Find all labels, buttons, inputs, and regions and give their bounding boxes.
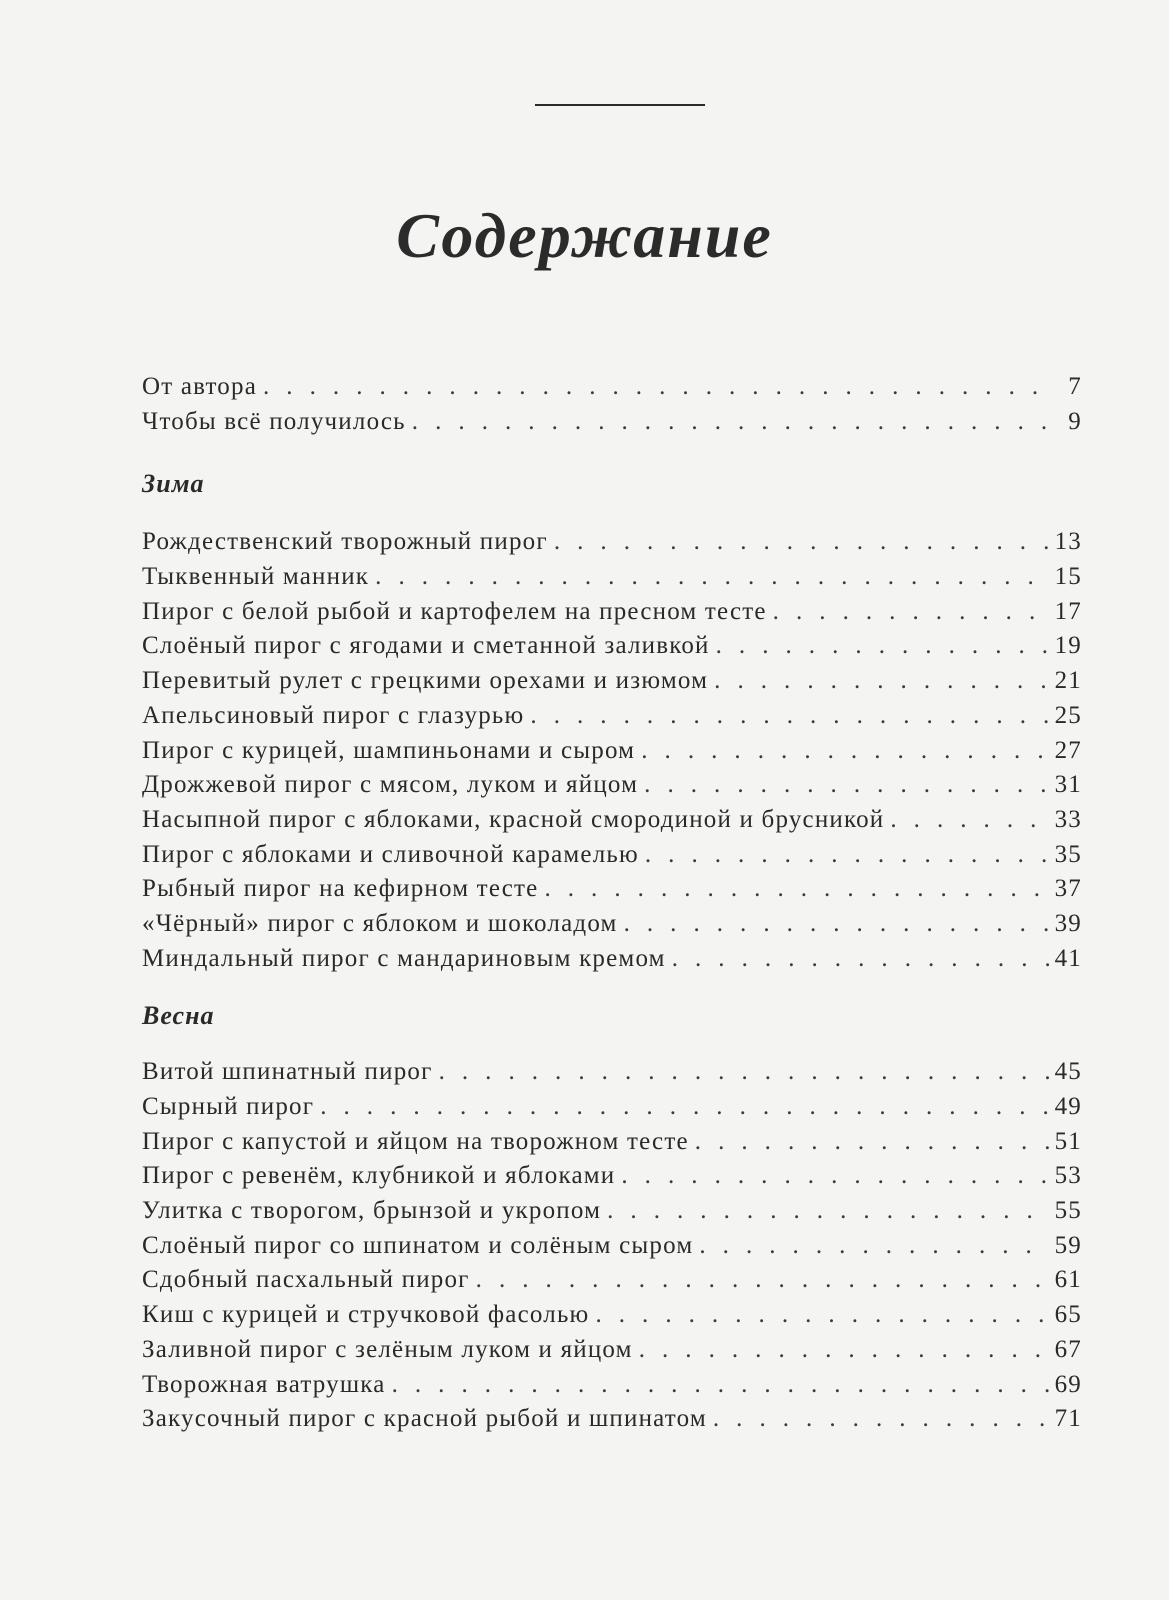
toc-entry-label: Закусочный пирог с красной рыбой и шпинатом — [142, 1405, 707, 1433]
page-title: Содержание — [396, 200, 773, 271]
toc-entry[interactable] — [142, 942, 1082, 977]
section-winter-list — [142, 525, 1082, 976]
toc-entry-page: 69 — [1054, 1370, 1082, 1398]
toc-leader-dots — [890, 803, 1048, 838]
toc-entry-page: 51 — [1054, 1127, 1082, 1155]
toc-leader-dots — [672, 942, 1049, 977]
toc-entry-page: 33 — [1054, 805, 1082, 833]
section-spring-list — [142, 1055, 1082, 1437]
toc-leader-dots — [621, 1159, 1048, 1194]
toc-entry[interactable] — [142, 1090, 1082, 1125]
toc-entry[interactable] — [142, 370, 1082, 405]
toc-entry-page: 61 — [1054, 1266, 1082, 1294]
toc-entry-label: Слоёный пирог с ягодами и сметанной заливкой — [142, 632, 710, 660]
toc-leader-dots — [375, 560, 1048, 595]
toc-entry-label: Пирог с ревенём, клубникой и яблоками — [142, 1162, 616, 1190]
toc-entry[interactable] — [142, 1194, 1082, 1229]
toc-entry[interactable] — [142, 699, 1082, 734]
toc-entry[interactable] — [142, 768, 1082, 803]
table-of-contents — [142, 370, 1082, 1437]
toc-entry[interactable] — [142, 1298, 1082, 1333]
toc-entry-page: 53 — [1054, 1162, 1082, 1190]
toc-entry-page: 45 — [1054, 1058, 1082, 1086]
toc-entry-page: 17 — [1054, 597, 1082, 625]
toc-leader-dots — [644, 768, 1048, 803]
toc-entry[interactable] — [142, 1125, 1082, 1160]
toc-leader-dots — [439, 1055, 1049, 1090]
section-heading-winter: Зима — [142, 469, 205, 499]
toc-entry-page: 31 — [1054, 771, 1082, 799]
toc-entry-label: Тыквенный манник — [142, 563, 370, 591]
toc-entry[interactable] — [142, 838, 1082, 873]
toc-entry[interactable] — [142, 803, 1082, 838]
toc-leader-dots — [699, 1229, 1048, 1264]
toc-entry-page: 59 — [1054, 1231, 1082, 1259]
top-rule — [535, 104, 705, 106]
toc-entry-label: Улитка с творогом, брынзой и укропом — [142, 1197, 602, 1225]
toc-entry[interactable] — [142, 525, 1082, 560]
toc-entry-page: 37 — [1054, 875, 1082, 903]
toc-entry-label: Насыпной пирог с яблоками, красной смородиной и брусникой — [142, 805, 885, 833]
toc-entry-label: Пирог с яблоками и сливочной карамелью — [142, 840, 639, 868]
toc-entry-label: Пирог с капустой и яйцом на творожном тесте — [142, 1127, 689, 1155]
toc-entry[interactable] — [142, 405, 1082, 440]
toc-leader-dots — [392, 1368, 1049, 1403]
toc-leader-dots — [716, 629, 1049, 664]
toc-entry-label: Рождественский творожный пирог — [142, 528, 548, 556]
toc-leader-dots — [544, 872, 1048, 907]
toc-leader-dots — [595, 1298, 1048, 1333]
toc-entry-label: «Чёрный» пирог с яблоком и шоколадом — [142, 909, 618, 937]
toc-leader-dots — [607, 1194, 1048, 1229]
toc-entry-label: Апельсиновый пирог с глазурью — [142, 701, 525, 729]
toc-entry-label: Киш с курицей и стручковой фасолью — [142, 1301, 590, 1329]
toc-entry-page: 27 — [1054, 736, 1082, 764]
toc-entry-page: 15 — [1054, 563, 1082, 591]
toc-entry-label: Дрожжевой пирог с мясом, луком и яйцом — [142, 771, 639, 799]
toc-entry-page: 13 — [1054, 528, 1082, 556]
toc-entry-page: 41 — [1054, 944, 1082, 972]
toc-leader-dots — [641, 734, 1048, 769]
toc-leader-dots — [773, 595, 1049, 630]
toc-entry-label: Рыбный пирог на кефирном тесте — [142, 875, 539, 903]
toc-entry-page: 19 — [1054, 632, 1082, 660]
toc-entry[interactable] — [142, 872, 1082, 907]
toc-entry-page: 9 — [1068, 407, 1082, 435]
toc-leader-dots — [713, 1402, 1049, 1437]
toc-entry-page: 39 — [1054, 909, 1082, 937]
toc-entry-page: 71 — [1054, 1405, 1082, 1433]
section-heading-spring: Весна — [142, 1001, 215, 1031]
toc-entry[interactable] — [142, 734, 1082, 769]
toc-entry-page: 49 — [1054, 1093, 1082, 1120]
toc-entry[interactable] — [142, 1055, 1082, 1090]
toc-leader-dots — [624, 907, 1049, 942]
toc-entry-page: 55 — [1054, 1197, 1082, 1225]
toc-entry-label: Миндальный пирог с мандариновым кремом — [142, 944, 666, 972]
toc-entry[interactable] — [142, 664, 1082, 699]
toc-entry-page: 25 — [1054, 701, 1082, 729]
toc-leader-dots — [476, 1263, 1049, 1298]
toc-entry-label: Сдобный пасхальный пирог — [142, 1266, 470, 1294]
toc-entry[interactable] — [142, 1333, 1082, 1368]
toc-leader-dots — [695, 1125, 1049, 1160]
toc-entry-label: Творожная ватрушка — [142, 1370, 386, 1398]
toc-entry-label: Сырный пирог — [142, 1093, 315, 1120]
toc-entry-page: 67 — [1054, 1335, 1082, 1363]
toc-entry[interactable] — [142, 1159, 1082, 1194]
toc-entry-label: Заливной пирог с зелёным луком и яйцом — [142, 1335, 633, 1363]
toc-entry[interactable] — [142, 1402, 1082, 1437]
toc-entry-page: 65 — [1054, 1301, 1082, 1329]
toc-entry[interactable] — [142, 1368, 1082, 1403]
toc-entry[interactable] — [142, 1229, 1082, 1264]
toc-entry-label: Чтобы всё получилось — [142, 407, 406, 435]
toc-entry-page: 7 — [1068, 373, 1082, 400]
toc-entry-page: 21 — [1054, 667, 1082, 695]
toc-entry-page: 35 — [1054, 840, 1082, 868]
toc-entry-label: Витой шпинатный пирог — [142, 1058, 433, 1086]
toc-entry[interactable] — [142, 595, 1082, 630]
toc-leader-dots — [320, 1090, 1048, 1125]
toc-entry[interactable] — [142, 907, 1082, 942]
toc-entry[interactable] — [142, 1263, 1082, 1298]
toc-entry-label: Пирог с курицей, шампиньонами и сыром — [142, 736, 636, 764]
toc-entry-label: Пирог с белой рыбой и картофелем на пресном тесте — [142, 597, 767, 625]
toc-leader-dots — [645, 838, 1049, 873]
toc-leader-dots — [263, 370, 1054, 405]
toc-entry-label: Перевитый рулет с грецкими орехами и изюмом — [142, 667, 709, 695]
toc-leader-dots — [639, 1333, 1049, 1368]
toc-entry[interactable] — [142, 560, 1082, 595]
toc-leader-dots — [412, 405, 1054, 440]
toc-entry-label: Слоёный пирог со шпинатом и солёным сыром — [142, 1231, 694, 1259]
toc-leader-dots — [530, 699, 1048, 734]
toc-entry[interactable] — [142, 629, 1082, 664]
toc-leader-dots — [554, 525, 1049, 560]
toc-entry-label: От автора — [142, 373, 257, 400]
toc-leader-dots — [714, 664, 1048, 699]
